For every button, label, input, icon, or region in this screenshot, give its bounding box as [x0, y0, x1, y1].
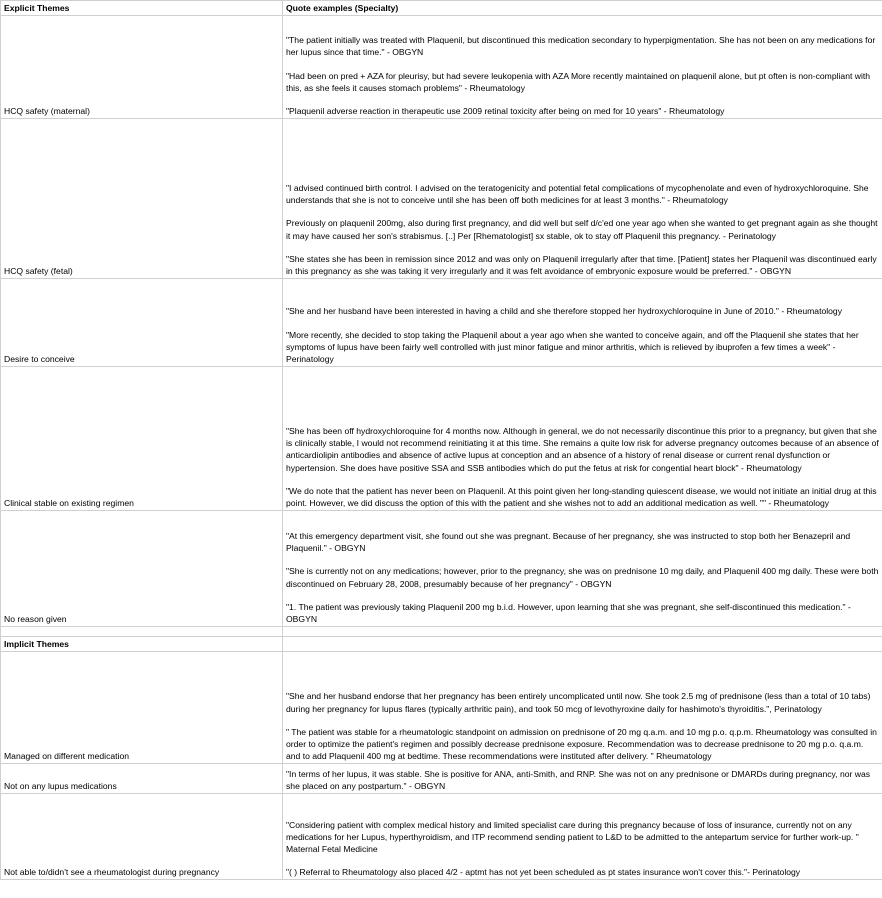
quote-cell[interactable]	[283, 652, 882, 764]
empty-cell[interactable]	[1, 627, 283, 637]
quote-cell[interactable]	[283, 511, 882, 627]
quote-text: "1. The patient was previously taking Plaquenil 200 mg b.i.d. However, upon learning that she was pregnant, she self-discontinued this medication." - OBGYN	[286, 601, 851, 624]
quote-cell[interactable]	[283, 794, 882, 880]
theme-cell[interactable]: Not able to/didn't see a rheumatologist during pregnancy	[1, 794, 283, 880]
theme-cell[interactable]: Not on any lupus medications	[1, 764, 283, 794]
quote-cell[interactable]	[283, 16, 882, 119]
quote-text: "In terms of her lupus, it was stable. She is positive for ANA, anti-Smith, and RNP. She was not on any prednisone or DMARDs during pregnancy, nor was she placed on any postpartum." - OBGYN	[286, 769, 871, 792]
quote-cell[interactable]	[283, 367, 882, 511]
empty-cell[interactable]	[283, 627, 882, 637]
header-implicit-themes[interactable]: Implicit Themes	[1, 637, 283, 652]
theme-cell[interactable]: HCQ safety (fetal)	[1, 119, 283, 279]
table-row	[1, 119, 882, 279]
header-quote-examples[interactable]: Quote examples (Specialty)	[283, 1, 882, 16]
table-row	[1, 279, 882, 367]
quote-text: "( ) Referral to Rheumatology also placed 4/2 - aptmt has not yet been scheduled as pt states insurance won't cover this."- Perinatology	[286, 867, 801, 878]
quote-cell[interactable]	[283, 119, 882, 279]
table-row	[1, 511, 882, 627]
quote-text: "I advised continued birth control. I advised on the teratogenicity and potential fetal complications of mycophenolate and even of hydroxychloroquine. She understands that she is not to conceive until she has been off both medicines for at least 3 months." - Rheumatology	[286, 182, 869, 206]
implicit-header-row	[1, 637, 882, 652]
quote-text: "Considering patient with complex medical history and limited specialist care during this pregnancy because of loss of insurance, currently not on any medications for her Lupus, hyperthyroidism, and ITP recommend sending patient to L&D to be admitted to the antepartum service for further work-up. " Maternal Fetal Medicine	[286, 819, 859, 854]
theme-cell[interactable]: Managed on different medication	[1, 652, 283, 764]
quote-text: "Plaquenil adverse reaction in therapeutic use 2009 retinal toxicity after being on med for 10 years" - Rheumatology	[286, 106, 725, 116]
quote-text: "More recently, she decided to stop taking the Plaquenil about a year ago when she wanted to conceive again, and off the Plaquenil she states that her symptoms of lupus have been fairly well controlled with just minor fatigue and minor arthritis, which is relieved by ibuprofen a few times a week" - Perinatology	[286, 329, 859, 364]
header-row	[1, 1, 882, 16]
theme-cell[interactable]: No reason given	[1, 511, 283, 627]
theme-cell[interactable]: Desire to conceive	[1, 279, 283, 367]
empty-row	[1, 627, 882, 637]
table-row	[1, 16, 882, 119]
quote-text: "She has been off hydroxychloroquine for 4 months now. Although in general, we do not necessarily discontinue this prior to a pregnancy, but given that she is clinically stable, I would not recommend reinitiating it at this time. She remains a quite low risk for adverse pregnancy outcomes because of an absence of anticardiolipin antibodies and absence of active lupus at conception and an absence of a history of renal disease or current renal dysfunction or hypertension. She does have positive SSA and SSB antibodies which do put the fetus at risk for congential heart block" - Rheumatology	[286, 425, 879, 473]
quote-text: " The patient was stable for a rheumatologic standpoint on admission on prednisone of 20 mg q.a.m. and 10 mg p.o. q.p.m. Rheumatology was consulted in order to optimize the patient's regimen and possibly decrease prednisone exposure. Recommendation was to decrease prednisone to 20 mg p.o. q.a.m. and to add Plaquenil 400 mg at bedtime. These recommendations were instituted after delivery. " Rheumatology	[286, 726, 877, 762]
table-row	[1, 794, 882, 880]
quote-text: "She and her husband endorse that her pregnancy has been entirely uncomplicated until now. She took 2.5 mg of prednisone (less than a total of 10 tabs) during her pregnancy for lupus flares (typically arthritic pain), and took 50 mcg of levothyroxine daily for hashimoto's thyroiditis.", Perinatology	[286, 691, 871, 714]
table-row	[1, 652, 882, 764]
table-row	[1, 764, 882, 794]
quote-text: "The patient initially was treated with Plaquenil, but discontinued this medication secondary to hyperpigmentation. She has not been on any medications for her lupus since that time." - OBGYN	[286, 35, 876, 58]
quote-text: "She is currently not on any medications; however, prior to the pregnancy, she was on prednisone 10 mg daily, and Plaquenil 400 mg daily. These were both discontinued on February 28, 2008, presumably because of her pregnancy" - OBGYN	[286, 566, 879, 589]
quote-text: "At this emergency department visit, she found out she was pregnant. Because of her pregnancy, she was instructed to stop both her Benazepril and Plaquenil." - OBGYN	[286, 530, 851, 554]
quote-text: "Had been on pred + AZA for pleurisy, but had severe leukopenia with AZA More recently maintained on plaquenil alone, but pt often is non-compliant with this, as she feels it causes stomach problems" - Rheumatology	[286, 70, 871, 93]
quote-cell[interactable]	[283, 279, 882, 367]
quote-text: "She states she has been in remission since 2012 and was only on Plaquenil irregularly after that time. [Patient] states her Plaquenil was discontinued early in this pregnancy as she was taking it very irregularly and it was felt avoidance of embryonic exposure would be preferred." - OBGYN	[286, 253, 877, 276]
quote-cell[interactable]	[283, 764, 882, 794]
header-explicit-themes[interactable]: Explicit Themes	[1, 1, 283, 16]
theme-cell[interactable]: Clinical stable on existing regimen	[1, 367, 283, 511]
quote-text: Previously on plaquenil 200mg, also during first pregnancy, and did well but self d/c'ed one year ago when she wanted to get pregnant again as she thought it may have caused her son's strabismus. [..] Per [Rhematologist] sx stable, ok to stay off Plaquenil this pregnancy. - Perinatology	[286, 218, 878, 241]
quote-text: "We do note that the patient has never been on Plaquenil. At this point given her long-standing quiescent disease, we would not initiate an initial drug at this point. However, we did discuss the option of this with the patient and she wishes not to add an additional medication as well. "" - Rheumatology	[286, 485, 877, 508]
quote-text: "She and her husband have been interested in having a child and she therefore stopped her hydroxychloroquine in June of 2010." - Rheumatology	[286, 306, 843, 317]
empty-cell[interactable]	[283, 637, 882, 652]
table-row	[1, 367, 882, 511]
theme-cell[interactable]: HCQ safety (maternal)	[1, 16, 283, 119]
